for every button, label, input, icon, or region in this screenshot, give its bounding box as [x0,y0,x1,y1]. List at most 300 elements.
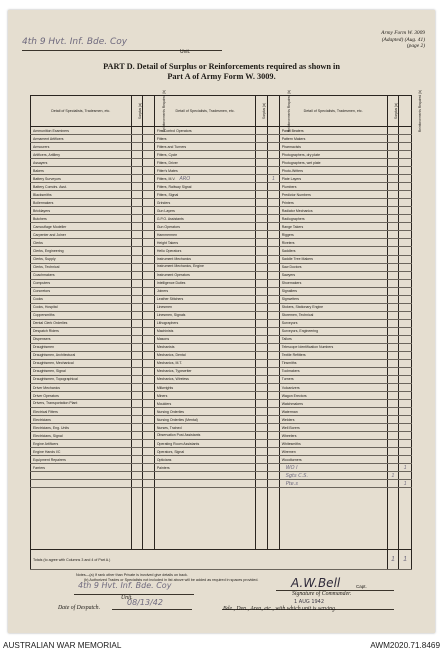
trade-cell [31,311,132,319]
trade-cell [154,424,256,432]
trade-name: Surveyors [281,321,298,326]
surplus-cell [256,408,268,416]
surplus-cell [131,135,143,143]
blank-cell [268,488,280,550]
required-cell [268,440,280,448]
trade-name: Whitesmiths [281,441,301,446]
table-row [31,367,412,375]
trade-cell [154,215,256,223]
trade-cell [31,135,132,143]
required-cell [143,295,155,303]
required-cell [268,416,280,424]
table-row [31,175,412,183]
surplus-cell [387,263,399,271]
surplus-cell [256,143,268,151]
surplus-cell [131,367,143,375]
table-row [31,159,412,167]
trade-name: Farriers [33,465,46,470]
surplus-cell [387,432,399,440]
surplus-cell [387,367,399,375]
required-cell [143,215,155,223]
surplus-cell [387,143,399,151]
trade-name: Bakers [33,168,44,173]
trade-name: Draughtsmen [33,345,55,350]
column-header-surplus: Surplus (a) [131,96,143,127]
surplus-cell [256,167,268,175]
trade-cell [279,319,387,327]
table-row [31,239,412,247]
footer-unit-label: Unit. [121,595,133,601]
required-cell [399,392,412,400]
trade-cell [154,343,256,351]
surplus-cell [387,183,399,191]
surplus-cell [131,424,143,432]
trade-cell [154,279,256,287]
surplus-cell [387,343,399,351]
trade-cell [154,448,256,456]
trade-cell [154,263,256,271]
surplus-cell [131,183,143,191]
surplus-cell [131,343,143,351]
surplus-cell [387,191,399,199]
trade-cell [279,335,387,343]
surplus-cell: 1 [387,472,399,480]
required-cell: 1 [399,480,412,488]
surplus-cell [256,472,268,480]
surplus-cell [131,384,143,392]
required-cell [143,448,155,456]
surplus-cell [387,239,399,247]
required-cell: 1 [399,464,412,472]
trade-cell [31,127,132,135]
required-cell [399,135,412,143]
trade-name: Mechanics, Typewriter [156,369,192,374]
trade-name: Blacksmiths [33,192,52,197]
commander-rank: Capt. [356,584,367,589]
trade-name: Vulcanizers [281,385,300,390]
table-row [31,207,412,215]
surplus-cell [256,456,268,464]
surplus-cell [256,175,268,183]
required-cell [399,367,412,375]
required-cell [143,359,155,367]
surplus-cell [387,440,399,448]
trade-cell [31,464,132,472]
trade-cell [31,183,132,191]
trade-cell [154,199,256,207]
table-row [31,255,412,263]
trade-cell [154,456,256,464]
required-cell [143,167,155,175]
trade-cell [31,408,132,416]
surplus-cell [256,247,268,255]
trade-name: Clerks, Engineering [33,248,64,253]
column-header: Detail of Specialists, Tradesmen, etc. [279,96,387,127]
totals-row [31,550,412,570]
surplus-cell [131,311,143,319]
trade-cell [279,480,387,488]
required-cell [268,287,280,295]
required-cell [268,351,280,359]
trade-name: Saw Doctors [281,265,302,270]
surplus-cell [256,135,268,143]
blank-rows [31,488,412,550]
table-row [31,127,412,135]
required-cell [143,159,155,167]
trade-cell [31,424,132,432]
surplus-cell [387,199,399,207]
table-row [31,295,412,303]
table-row [31,384,412,392]
blank-cell [256,488,268,550]
trade-name: Tailors [281,337,292,342]
surplus-cell [131,392,143,400]
required-cell [268,343,280,351]
trade-name: Electricians, Signal [33,433,63,438]
required-cell [143,319,155,327]
required-cell [143,400,155,408]
surplus-cell [131,359,143,367]
trade-cell [279,191,387,199]
trade-cell [31,159,132,167]
required-cell [143,191,155,199]
trade-cell [279,199,387,207]
required-cell [268,327,280,335]
surplus-cell [387,151,399,159]
required-cell [399,175,412,183]
required-cell [268,151,280,159]
required-cell [268,279,280,287]
trade-name: Draughtsmen, Architectural [33,353,76,358]
trade-name: Electricians [33,417,51,422]
trade-name: Riveters [281,240,295,245]
trade-name: Linesmen [156,305,172,310]
surplus-cell [131,408,143,416]
required-cell [143,143,155,151]
trade-name: Millwrights [156,385,174,390]
trade-name: Fitter's Mates [156,168,178,173]
trade-name: Cooks, Hospital [33,305,58,310]
required-cell [268,311,280,319]
trade-cell [279,424,387,432]
surplus-cell [387,167,399,175]
required-cell [268,231,280,239]
surplus-cell [256,231,268,239]
commander-signature: A.W.Bell [291,576,341,590]
trade-name: Armament Artificers [33,136,64,141]
trade-cell [279,367,387,375]
trade-name: Dispensers [33,337,51,342]
table-row [31,359,412,367]
required-cell [399,400,412,408]
required-cell [268,135,280,143]
required-cell [399,263,412,271]
surplus-cell [131,279,143,287]
footer-unit-handwritten: 4th 9 Hvt. Inf. Bde. Coy [78,581,172,590]
trade-name: Dental Clerk Orderlies [33,321,68,326]
trade-cell [31,384,132,392]
surplus-cell [131,207,143,215]
required-cell [399,207,412,215]
required-cell [268,464,280,472]
table-row [31,271,412,279]
date-stamp: 1 AUG 1942 [294,599,325,605]
surplus-cell [387,456,399,464]
trade-cell [154,440,256,448]
required-cell [399,424,412,432]
trade-name: Clerks, Supply [33,257,56,262]
required-cell [399,287,412,295]
table-row [31,480,412,488]
trade-cell [154,151,256,159]
required-cell [268,392,280,400]
surplus-cell [131,375,143,383]
trade-cell [279,408,387,416]
trade-cell [154,135,256,143]
trade-name: Pharmacists [281,144,301,149]
trade-name: Engine Hands I/C [33,449,61,454]
trade-cell [31,375,132,383]
trade-cell [31,472,132,480]
table-row [31,392,412,400]
surplus-cell [387,319,399,327]
trade-name: Waterman [281,409,298,414]
trade-name: Moulders [156,401,172,406]
trade-name: Predictor Numbers [281,192,311,197]
trade-cell [154,480,256,488]
surplus-cell [387,424,399,432]
required-cell [143,392,155,400]
trade-cell [154,359,256,367]
required-cell [143,175,155,183]
surplus-cell [256,343,268,351]
note-a: Notes—(a) If rank other than Private is involved give details on back. [76,573,188,577]
trade-name: Fitters, M.V. [156,176,176,181]
required-cell [143,456,155,464]
trade-cell [279,440,387,448]
surplus-cell [387,416,399,424]
trade-cell [154,472,256,480]
required-cell [143,247,155,255]
trade-cell [31,432,132,440]
required-cell [143,151,155,159]
required-cell [399,416,412,424]
form-title [30,62,413,82]
trade-cell [279,207,387,215]
surplus-cell [387,135,399,143]
blank-cell [279,488,387,550]
trade-cell [31,303,132,311]
required-cell [399,143,412,151]
trade-name: Draughtsmen, Topographical [33,377,78,382]
trade-name: Assayers [33,160,48,165]
trade-cell [154,207,256,215]
table-row [31,263,412,271]
required-cell [399,295,412,303]
surplus-cell [387,384,399,392]
surplus-cell [387,231,399,239]
trade-name: Panel Beaters [281,128,304,133]
surplus-cell [387,223,399,231]
surplus-cell [131,271,143,279]
required-cell [268,255,280,263]
surplus-cell [131,223,143,231]
trade-cell [154,231,256,239]
trade-name: Electricians, Eng. Units [33,425,69,430]
trade-cell [154,327,256,335]
required-cell [268,247,280,255]
form-reference [381,30,425,50]
trade-cell [31,359,132,367]
surplus-cell [256,319,268,327]
trade-name: Photo-Writers [281,168,304,173]
trade-name: Pattern Makers [281,136,306,141]
trade-name: Welders [281,417,295,422]
required-cell [143,424,155,432]
required-cell [399,343,412,351]
trade-name: Ammunition Examiners [33,128,69,133]
trade-name: Draughtsmen, Mechanical [33,361,74,366]
trade-cell [31,207,132,215]
trade-cell [154,271,256,279]
trade-cell [154,319,256,327]
surplus-cell [131,440,143,448]
trade-cell [154,183,256,191]
trade-name: Instrument Operators [156,273,190,278]
trade-name: Nursing Orderlies [156,409,185,414]
trade-cell [31,279,132,287]
archive-name: AUSTRALIAN WAR MEMORIAL [3,641,122,650]
trade-name: Gun Layers [156,208,175,213]
surplus-cell [256,351,268,359]
surplus-cell [131,143,143,151]
required-cell [268,127,280,135]
required-cell [143,464,155,472]
trade-cell [31,151,132,159]
handwritten-entry: WO I [285,464,298,471]
trade-cell [279,384,387,392]
trade-cell [31,223,132,231]
trade-cell [154,416,256,424]
table-row [31,143,412,151]
required-cell [399,311,412,319]
surplus-cell [387,408,399,416]
trade-name: Height Takers [156,240,179,245]
totals-surplus: 1 [387,550,399,570]
trade-cell [31,143,132,151]
required-cell [143,127,155,135]
trade-cell [31,295,132,303]
column-header: Detail of Specialists, Tradesmen, etc. [154,96,256,127]
required-cell [143,239,155,247]
required-cell [143,287,155,295]
trade-name: Mechanics, Wireless [156,377,189,382]
required-cell [399,167,412,175]
surplus-cell [131,159,143,167]
blank-cell [131,488,143,550]
surplus-cell [131,247,143,255]
required-cell [268,295,280,303]
required-cell [143,311,155,319]
surplus-cell [131,263,143,271]
title-line: Part A of Army Form W. 3009. [167,72,276,81]
required-cell [399,335,412,343]
trade-name: Photographers, dry plate [281,152,321,157]
trade-cell [279,143,387,151]
trade-name: Tinsmiths [281,361,297,366]
required-cell [268,400,280,408]
blank-cell [399,488,412,550]
trade-name: Miners [156,393,168,398]
trade-name: Coppersmiths [33,313,55,318]
column-header-surplus: Surplus (a) [256,96,268,127]
required-cell [143,367,155,375]
trade-cell [154,432,256,440]
surplus-cell [131,151,143,159]
trade-name: Battery Comdrs. Asst. [33,184,67,189]
trade-name: Observation Post Assistants [156,432,201,437]
trade-name: Coachmakers [33,273,55,278]
trade-name: Cooks [33,297,43,302]
required-cell [399,319,412,327]
trade-name: Stokers, Stationary Engine [281,305,324,310]
trade-name: Equipment Repairers [33,457,66,462]
surplus-cell [256,151,268,159]
trade-cell [31,287,132,295]
trade-name: Signwriters [281,297,299,302]
required-cell [399,456,412,464]
table-row [31,408,412,416]
form-ref-line: Army Form W. 3009 [381,30,425,36]
trade-cell [279,175,387,183]
trade-name: Battery Surveyors [33,176,61,181]
trade-name: Boilermakers [33,200,54,205]
trade-name: Grinders [156,200,171,205]
unit-handwritten: 4th 9 Hvt. Inf. Bde. Coy [22,37,128,47]
trade-name: Draughtsmen, Signal [33,369,66,374]
surplus-cell [256,295,268,303]
trade-cell [279,239,387,247]
trade-cell [31,448,132,456]
surplus-cell [256,392,268,400]
trade-cell [31,343,132,351]
surplus-cell [387,311,399,319]
required-cell [143,207,155,215]
required-cell [143,199,155,207]
trade-cell [154,400,256,408]
table-row [31,319,412,327]
trade-cell [279,127,387,135]
table-row [31,191,412,199]
trade-name: Fitters, Signal [156,192,179,197]
trade-name: Joiners [156,289,169,294]
surplus-cell [131,327,143,335]
surplus-cell [131,231,143,239]
required-cell [143,335,155,343]
surplus-cell [131,319,143,327]
required-cell [268,239,280,247]
required-cell [143,384,155,392]
table-row [31,135,412,143]
trade-name: Electrical Fitters [33,409,58,414]
required-cell [143,263,155,271]
trade-cell [154,392,256,400]
required-cell [399,183,412,191]
table-row [31,303,412,311]
trade-cell [31,400,132,408]
surplus-cell [256,223,268,231]
required-cell [268,199,280,207]
